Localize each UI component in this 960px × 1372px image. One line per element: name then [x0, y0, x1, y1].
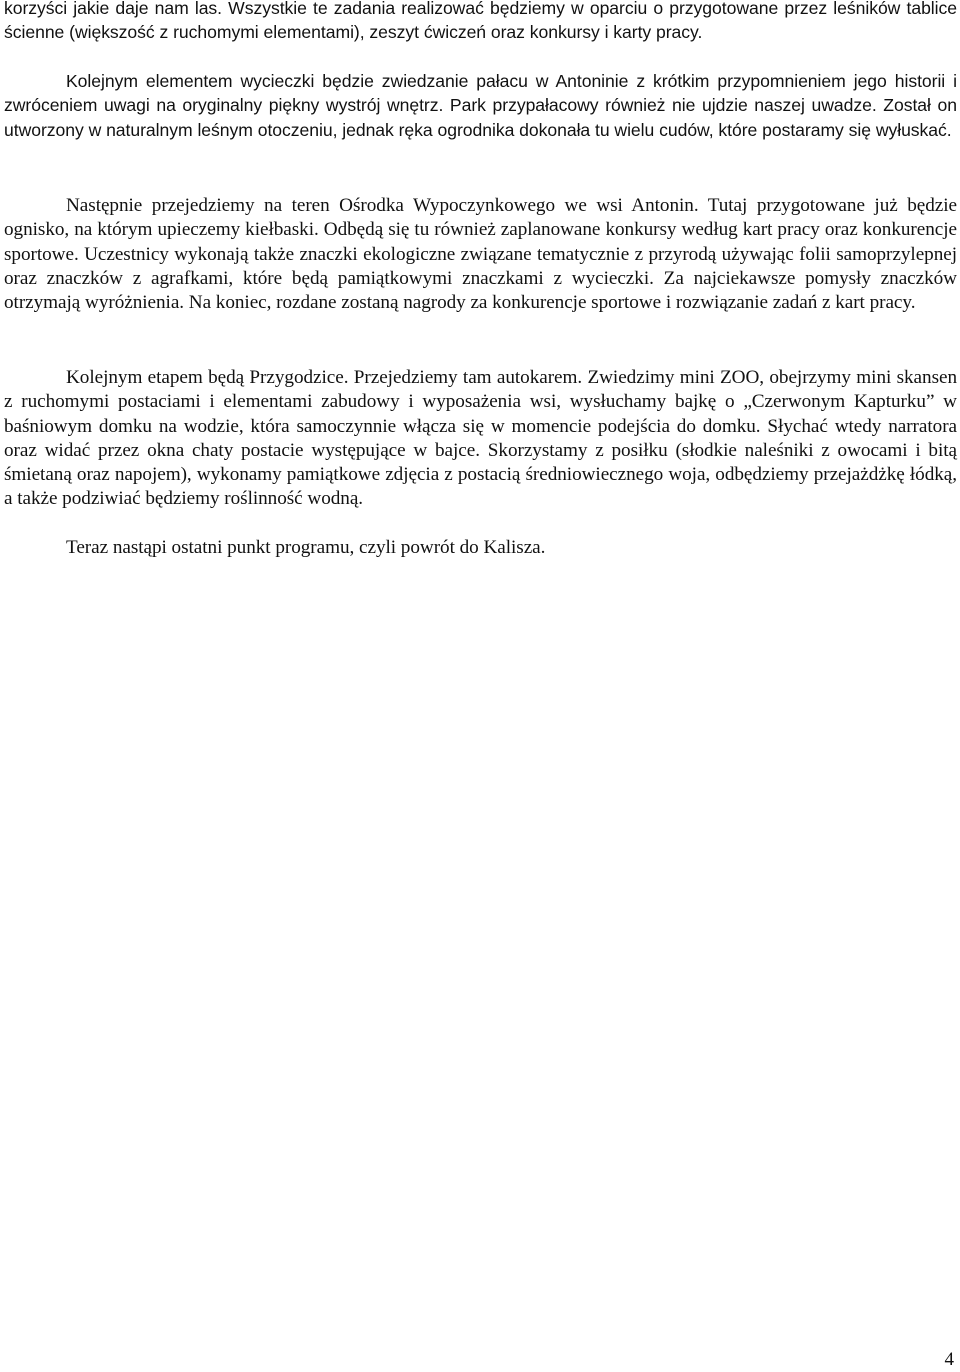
- paragraph-forest-benefits: korzyści jakie daje nam las. Wszystkie te zadania realizować będziemy w oparciu o przygotowane przez leśników tablice ścienne (większość z ruchomymi elementami), zeszyt ćwiczeń oraz konkursy i karty pracy.: [4, 0, 957, 43]
- paragraph-return-kalisz: Teraz nastąpi ostatni punkt programu, czyli powrót do Kalisza.: [66, 537, 546, 558]
- page-number: 4: [944, 1349, 954, 1370]
- paragraph-recreation-center: Następnie przejedziemy na teren Ośrodka Wypoczynkowego we wsi Antonin. Tutaj przygotowane już będzie ognisko, na którym upieczemy kiełbaski. Odbędą się tu również zaplanowane konkursy według kart pracy oraz konkurencje sportowe. Uczestnicy wykonają także znaczki ekologiczne związane tematycznie z przyrodą używając folii samoprzylepnej oraz znaczków z agrafkami, które będą pamiątkowymi znaczkami z wycieczki. Za najciekawsze pomysły znaczków otrzymają wyróżnienia. Na koniec, rozdane zostaną nagrody za konkurencje sportowe i rozwiązanie zadań z kart pracy.: [4, 195, 957, 314]
- paragraph-przygodzice: Kolejnym etapem będą Przygodzice. Przejedziemy tam autokarem. Zwiedzimy mini ZOO, obejrzymy mini skansen z ruchomymi postaciami i elementami zabudowy i wyposażenia wsi, wysłuchamy bajkę o „Czerwonym Kapturku” w baśniowym domku na wodzie, która samoczynnie włącza się w momencie podejścia do domku. Słychać wtedy narratora oraz widać przez okna chaty postacie występujące w bajce. Skorzystamy z posiłku (słodkie naleśniki z owocami i bitą śmietaną oraz napojem), wykonamy pamiątkowe zdjęcia z postacią średniowiecznego woja, odbędziemy przejażdżkę łódką, a także podziwiać będziemy roślinność wodną.: [4, 367, 957, 510]
- paragraph-antonin-palace: Kolejnym elementem wycieczki będzie zwiedzanie pałacu w Antoninie z krótkim przypomnieniem jego historii i zwróceniem uwagi na oryginalny piękny wystrój wnętrz. Park przypałacowy również nie ujdzie naszej uwadze. Został on utworzony w naturalnym leśnym otoczeniu, jednak ręka ogrodnika dokonała tu wielu cudów, które postaramy się wyłuskać.: [4, 71, 957, 140]
